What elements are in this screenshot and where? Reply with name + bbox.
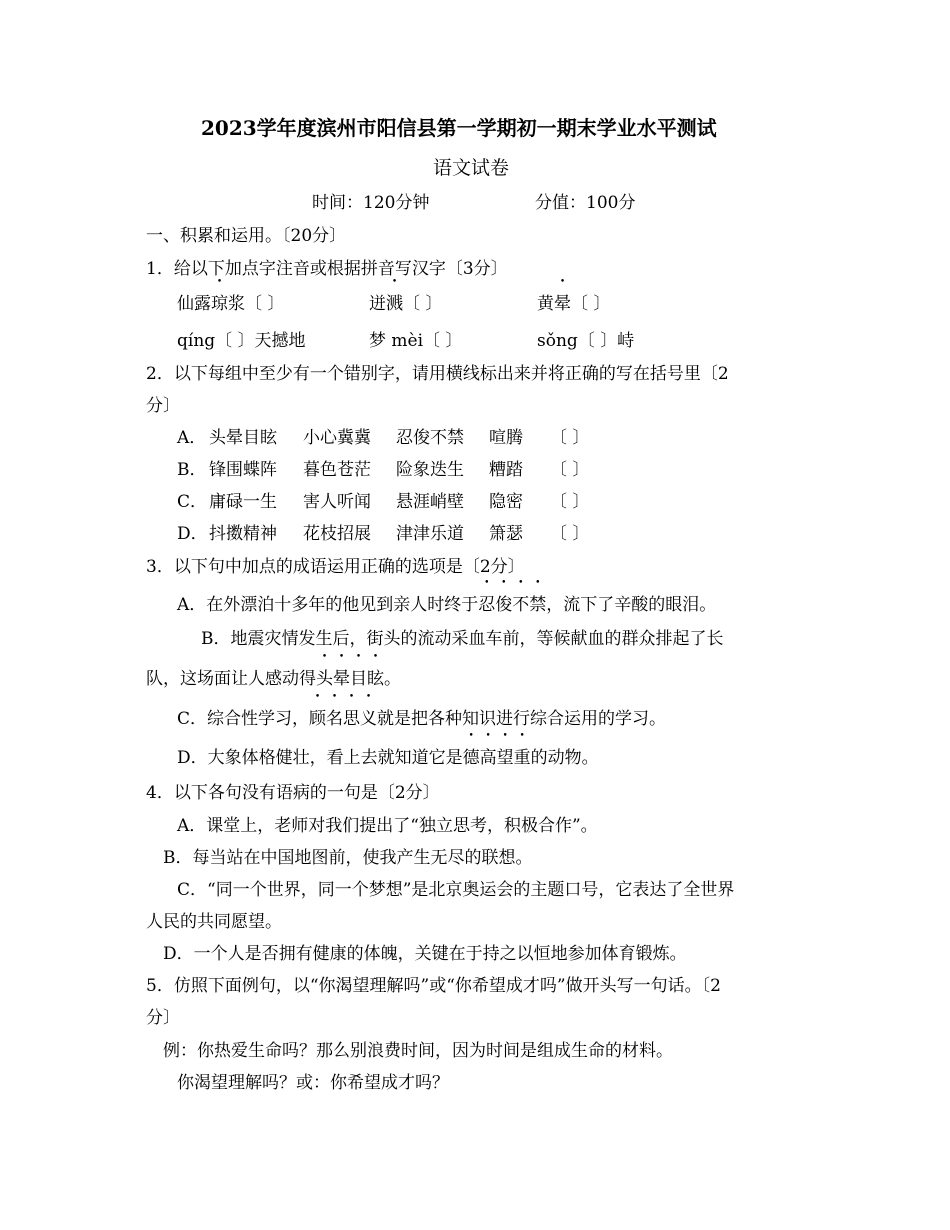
dotted-char: 不 (512, 595, 530, 615)
q1-item-6: sǒng〔 〕峙 (537, 331, 635, 351)
q2-word: 庸碌一生 (209, 492, 277, 512)
dotted-char: 晕 (333, 669, 350, 689)
q3-option-a (177, 594, 716, 616)
q5-prompt: 你渴望理解吗？或：你希望成才吗？ (177, 1073, 449, 1093)
question-5-stem: 5．仿照下面例句，以“你渴望理解吗”或“你希望成才吗”做开头写一句话。〔2 (146, 976, 721, 996)
q2-word: 箫瑟 (489, 524, 523, 544)
q1-item-3-pre: 黄 (537, 294, 554, 314)
dotted-char: 目 (350, 669, 367, 689)
q4-option-b: B．每当站在中国地图前，使我产生无尽的联想。 (163, 848, 533, 868)
dotted-char: 望 (496, 748, 514, 768)
q1-item-2-post: 〔 〕 (403, 294, 443, 314)
q2-word: 忍俊不禁 (396, 428, 464, 448)
q2-blank: 〔 〕 (550, 492, 590, 512)
q2-word: 害人听闻 (303, 492, 371, 512)
q3-d-post: 的动物。 (530, 748, 599, 768)
q3-b-dotted (316, 669, 384, 689)
q2-blank: 〔 〕 (550, 428, 590, 448)
question-1-stem: 1．给以下加点字注音或根据拼音写汉字〔3分〕 (146, 259, 508, 279)
q1-item-1-post: 浆〔 〕 (228, 294, 285, 314)
q3-c-dotted (309, 709, 377, 729)
q2-word: 暮色苍茫 (303, 460, 371, 480)
q3-a-dotted (478, 595, 546, 615)
q3-a-post: ，流下了辛酸的眼泪。 (546, 595, 717, 615)
q3-option-c (177, 708, 666, 730)
q2-option-label: D． (177, 524, 208, 544)
q2-option-label: A． (177, 428, 207, 448)
q3-b-pre: 队，这场面让人感动得 (146, 669, 316, 689)
q3-option-d (177, 747, 599, 769)
q2-word: 喧腾 (489, 428, 523, 448)
dotted-char: 重 (513, 748, 531, 768)
q3-c-post: 就是把各种知识进行综合运用的学习。 (377, 709, 667, 729)
q2-option-label: C． (177, 492, 208, 512)
dotted-char: 俊 (495, 595, 513, 615)
exam-subtitle: 语文试卷 (433, 157, 510, 179)
q1-item-3-post: 〔 〕 (571, 294, 611, 314)
q4-option-d: D．一个人是否拥有健康的体魄，关键在于持之以恒地参加体育锻炼。 (163, 944, 687, 964)
q2-word: 悬涯峭壁 (396, 492, 464, 512)
q2-option-a (177, 427, 590, 449)
question-4-stem: 4．以下各句没有语病的一句是〔2分〕 (146, 783, 440, 803)
q2-option-c (177, 491, 590, 513)
q1-item-2 (369, 293, 442, 315)
question-2-stem-cont: 分〕 (146, 396, 180, 416)
q2-word: 抖擞精神 (209, 524, 277, 544)
dotted-char: 头 (316, 669, 333, 689)
q2-option-label: B． (177, 460, 207, 480)
q1-item-1-pre: 仙露 (177, 294, 211, 314)
exam-title: 2023学年度滨州市阳信县第一学期初一期末学业水平测试 (201, 116, 717, 140)
q2-word: 津津乐道 (396, 524, 464, 544)
section-heading: 一、积累和运用。〔20分〕 (146, 226, 347, 246)
question-2-stem: 2．以下每组中至少有一个错别字，请用横线标出来并将正确的写在括号里〔2 (146, 364, 729, 384)
q1-item-5: 梦 mèi〔 〕 (369, 331, 463, 351)
question-3-stem: 3．以下句中加点的成语运用正确的选项是〔2分〕 (146, 557, 525, 577)
q5-example: 例：你热爱生命吗？那么别浪费时间，因为时间是组成生命的材料。 (163, 1041, 673, 1061)
dotted-char: 禁 (529, 595, 547, 615)
q1-item-1 (177, 293, 284, 315)
q3-d-dotted (463, 748, 531, 768)
q4-option-a: A．课堂上，老师对我们提出了“独立思考，积极合作”。 (177, 816, 598, 836)
q3-d-pre: D．大象体格健壮，看上去就知道它是 (177, 748, 463, 768)
q2-option-b (177, 459, 590, 481)
dotted-char: 顾 (309, 709, 327, 729)
q4-option-c-line2: 人民的共同愿望。 (146, 912, 282, 932)
q2-word: 隐密 (489, 492, 523, 512)
q1-item-4: qíng〔 〕天撼地 (177, 331, 306, 351)
dotted-char: 忍 (478, 595, 496, 615)
q2-word: 糟踏 (489, 460, 523, 480)
dotted-char: 义 (360, 709, 378, 729)
q1-item-2-pre: 迸 (369, 294, 386, 314)
q2-word: 锋围蝶阵 (209, 460, 277, 480)
q2-blank: 〔 〕 (550, 460, 590, 480)
q4-option-c-line1: C．“同一个世界，同一个梦想”是北京奥运会的主题口号，它表达了全世界 (177, 880, 735, 900)
dotted-char: 眩 (367, 669, 384, 689)
q2-word: 头晕目眩 (209, 428, 277, 448)
dotted-char: 德 (462, 748, 480, 768)
q3-c-pre: C．综合性学习， (177, 709, 310, 729)
q2-word: 花枝招展 (303, 524, 371, 544)
dotted-char: 高 (479, 748, 497, 768)
q2-word: 小心冀冀 (303, 428, 371, 448)
q3-a-pre: A．在外漂泊十多年的他见到亲人时终于 (177, 595, 479, 615)
q2-option-d (177, 523, 590, 545)
q1-item-1-dotted: 琼 (211, 294, 228, 314)
q3-option-b-line2 (146, 668, 401, 690)
dotted-char: 名 (326, 709, 344, 729)
exam-time: 时间：120分钟 (312, 193, 430, 213)
q2-word: 险象迭生 (396, 460, 464, 480)
q3-b-post: 。 (384, 669, 401, 689)
q2-blank: 〔 〕 (550, 524, 590, 544)
exam-score: 分值：100分 (535, 193, 636, 213)
q1-item-3-dotted: 晕 (554, 294, 571, 314)
q3-option-b-line1: B．地震灾情发生后，街头的流动采血车前，等候献血的群众排起了长 (201, 629, 724, 649)
dotted-char: 思 (343, 709, 361, 729)
q1-item-3 (537, 293, 610, 315)
question-5-stem-cont: 分〕 (146, 1008, 180, 1028)
q1-item-2-dotted: 溅 (386, 294, 403, 314)
